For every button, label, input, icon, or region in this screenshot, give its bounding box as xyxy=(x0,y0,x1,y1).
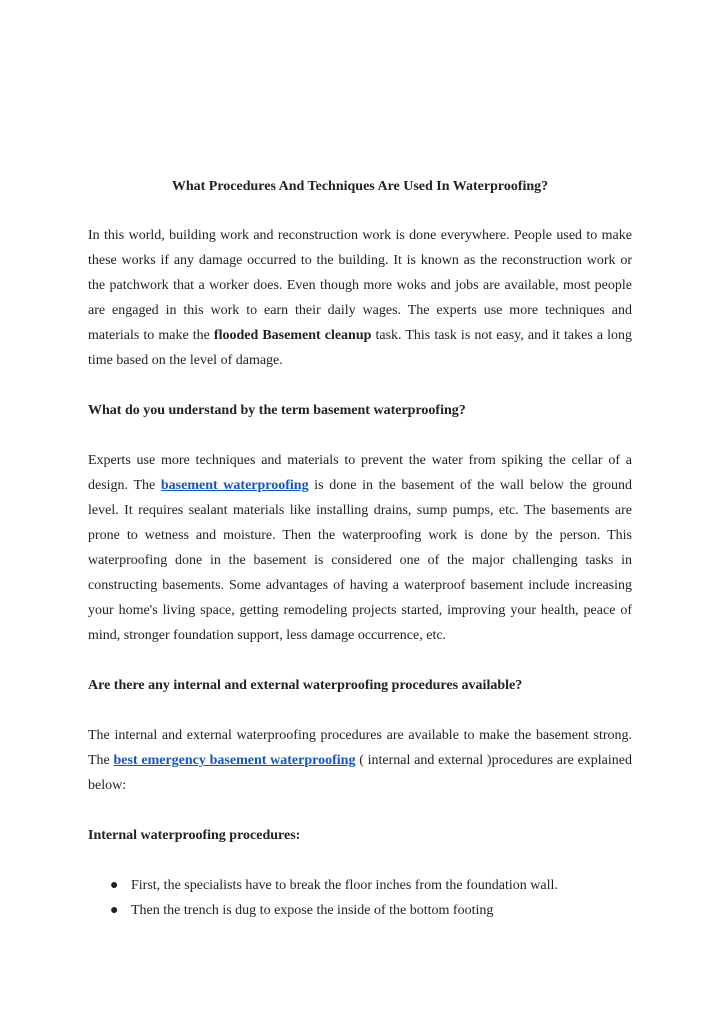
bullet-icon: ● xyxy=(110,903,119,918)
document-page xyxy=(88,174,632,923)
intro-paragraph xyxy=(88,223,632,373)
section2-text-end: ( internal and external )procedures are explained below: xyxy=(88,753,632,793)
procedures-paragraph xyxy=(88,723,632,798)
internal-procedures-list xyxy=(88,873,632,923)
emergency-waterproofing-link[interactable]: best emergency basement waterproofing xyxy=(113,753,356,768)
bullet-icon: ● xyxy=(110,878,119,893)
list-item-text: First, the specialists have to break the floor inches from the foundation wall. xyxy=(131,878,558,893)
list-item-text: Then the trench is dug to expose the inside of the bottom footing xyxy=(131,903,494,918)
section-heading-procedures: Are there any internal and external waterproofing procedures available? xyxy=(88,678,523,693)
intro-text-end: task. This task is not easy, and it takes a long time based on the level of damage. xyxy=(88,328,633,368)
list-item xyxy=(88,898,632,923)
section2-text-start: The internal and external waterproofing procedures are available to make the basement strong. The xyxy=(88,728,632,768)
basement-waterproofing-paragraph xyxy=(88,448,632,648)
section-heading-internal: Internal waterproofing procedures: xyxy=(88,828,301,843)
intro-text-start: In this world, building work and reconstruction work is done everywhere. People used to make these works if any damage occurred to the building. It is known as the reconstruction work or the patchwork that a worker does. Even though more woks and jobs are available, most people are engaged in this work to earn their daily wages. The experts use more techniques and materials to make the xyxy=(88,228,632,343)
section1-text-end: is done in the basement of the wall below the ground level. It requires sealant materials like installing drains, sump pumps, etc. The basements are prone to wetness and moisture. Then the waterproofing work is done by the person. This waterproofing done in the basement is considered one of the major challenging tasks in constructing basements. Some advantages of having a waterproof basement include increasing your home's living space, getting remodeling projects started, improving your health, peace of mind, stronger foundation support, less damage occurrence, etc. xyxy=(88,478,633,643)
document-title: What Procedures And Techniques Are Used In Waterproofing? xyxy=(171,179,549,194)
list-item xyxy=(88,873,632,898)
basement-waterproofing-link[interactable]: basement waterproofing xyxy=(160,478,309,493)
intro-bold-phrase: flooded Basement cleanup xyxy=(213,328,372,343)
section1-text-start: Experts use more techniques and materials to prevent the water from spiking the cellar of a design. The xyxy=(88,453,632,493)
section-heading-basement-waterproofing: What do you understand by the term basement waterproofing? xyxy=(88,403,466,418)
